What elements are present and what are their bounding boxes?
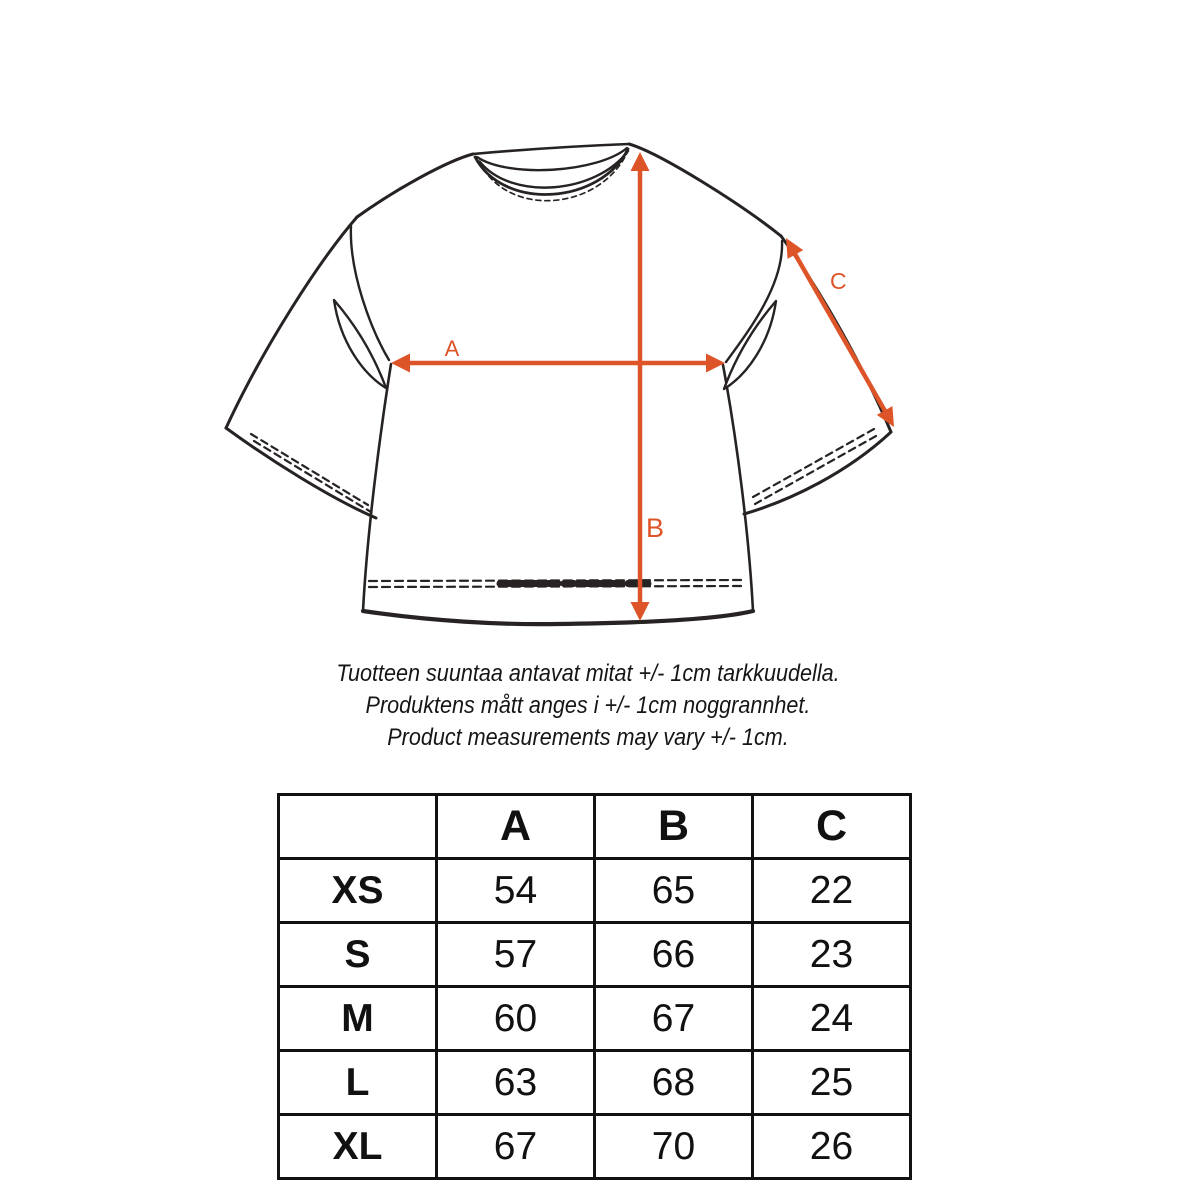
size-label: M (279, 987, 437, 1051)
sleeve-left-outer-edge (226, 217, 357, 428)
value-b: 68 (595, 1051, 753, 1115)
size-label: XL (279, 1115, 437, 1179)
table-row-m (279, 987, 911, 1051)
shoulder-right (629, 144, 781, 236)
cuff-left-stitch-dashed-2 (254, 441, 371, 512)
table-row-s (279, 923, 911, 987)
disclaimer-line-sv: Produktens mått anges i +/- 1cm noggrannhet. (365, 692, 811, 719)
value-b: 67 (595, 987, 753, 1051)
value-c: 24 (753, 987, 911, 1051)
size-label: XS (279, 859, 437, 923)
cuff-right-stitch-dashed-2 (755, 436, 876, 504)
size-label: S (279, 923, 437, 987)
size-chart-table (277, 793, 912, 1180)
table-row-xs (279, 859, 911, 923)
measure-arrow-b (631, 152, 650, 621)
disclaimer-line-fi: Tuotteen suuntaa antavat mitat +/- 1cm tarkkuudella. (336, 660, 840, 687)
shoulder-left (357, 154, 473, 217)
armhole-dart-right (724, 301, 776, 389)
body-side-left (363, 364, 391, 611)
sleeve-right-outer-edge (781, 236, 891, 432)
measure-label-b: B (646, 513, 665, 543)
body-side-right (723, 365, 753, 611)
table-row-l (279, 1051, 911, 1115)
value-c: 23 (753, 923, 911, 987)
table-corner-cell (279, 795, 437, 859)
value-b: 66 (595, 923, 753, 987)
armhole-dart-left (334, 300, 386, 388)
arrow-a-head-left-icon (391, 354, 410, 373)
size-label: L (279, 1051, 437, 1115)
value-c: 22 (753, 859, 911, 923)
value-c: 25 (753, 1051, 911, 1115)
table-header-row (279, 795, 911, 859)
value-a: 63 (437, 1051, 595, 1115)
column-header-b: B (595, 795, 753, 859)
arrow-b-head-bottom-icon (631, 602, 650, 621)
measure-label-c: C (830, 268, 847, 294)
value-b: 70 (595, 1115, 753, 1179)
disclaimer-line-en: Product measurements may vary +/- 1cm. (387, 724, 789, 751)
value-a: 67 (437, 1115, 595, 1179)
cuff-left-stitch-dashed-1 (251, 434, 368, 505)
column-header-a: A (437, 795, 595, 859)
measure-arrow-c (786, 238, 894, 427)
measurement-disclaimer (0, 658, 1200, 754)
column-header-c: C (753, 795, 911, 859)
cuff-left-edge (226, 428, 376, 518)
value-b: 65 (595, 859, 753, 923)
measure-arrow-a (391, 354, 725, 373)
value-a: 54 (437, 859, 595, 923)
value-c: 26 (753, 1115, 911, 1179)
value-a: 60 (437, 987, 595, 1051)
size-table-container (277, 793, 912, 1180)
measurement-arrows (391, 152, 894, 621)
cuff-right-edge (744, 432, 891, 514)
arrow-b-head-top-icon (631, 152, 650, 171)
hem-edge (363, 611, 753, 624)
arrow-a-head-right-icon (706, 354, 725, 373)
measure-label-a: A (444, 336, 460, 361)
tshirt-line-art (226, 144, 891, 624)
value-a: 57 (437, 923, 595, 987)
table-row-xl (279, 1115, 911, 1179)
collar-back-edge (473, 144, 629, 154)
